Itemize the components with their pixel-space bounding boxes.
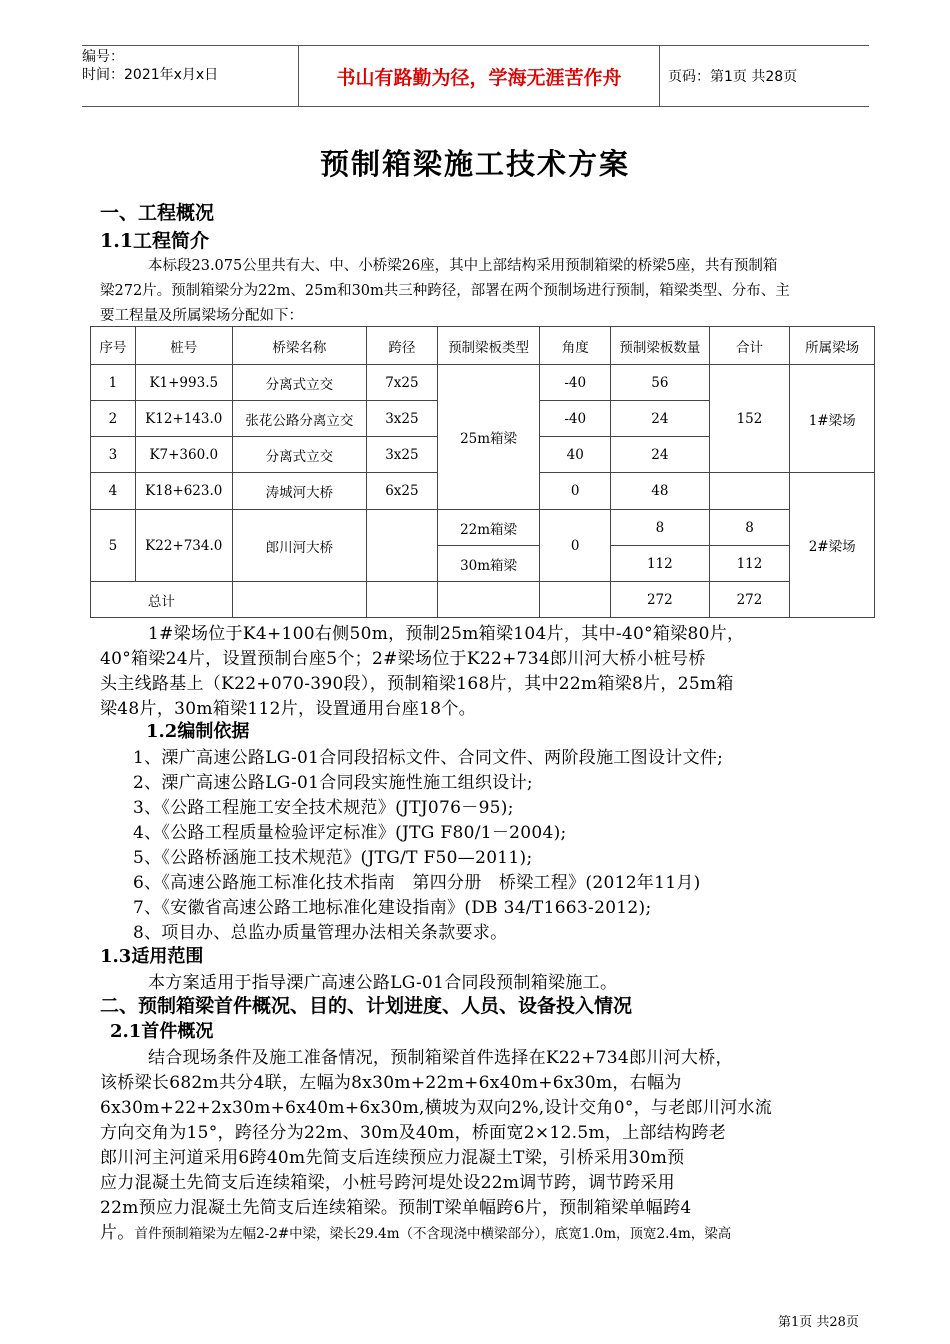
cell: 24	[611, 401, 710, 437]
cell: 2	[91, 401, 136, 437]
body-line	[100, 1218, 731, 1243]
cell: 分离式立交	[232, 365, 366, 401]
table-header-row	[91, 327, 875, 365]
cell: 4	[91, 473, 136, 510]
subsection-heading: 1.1工程简介	[100, 230, 210, 252]
body-line: 该桥梁长682m共分4联，左幅为8x30m+22m+6x40m+6x30m，右幅为	[100, 1073, 682, 1093]
cell: 涛城河大桥	[232, 473, 366, 510]
cell: 152	[709, 365, 790, 473]
col-header: 角度	[540, 327, 611, 365]
cell: 郎川河大桥	[232, 510, 366, 582]
cell: 0	[540, 510, 611, 582]
header-number: 编号：	[82, 49, 124, 65]
list-item: 7、《安徽省高速公路工地标准化建设指南》(DB 34/T1663-2012);	[133, 898, 652, 918]
cell: 112	[709, 546, 790, 582]
cell: 0	[540, 473, 611, 510]
subsection-heading: 1.2编制依据	[146, 721, 250, 742]
header-motto: 书山有路勤为径，学海无涯苦作舟	[298, 46, 660, 106]
cell: 8	[709, 510, 790, 546]
cell	[232, 582, 366, 618]
cell	[709, 473, 790, 510]
col-header: 合计	[709, 327, 790, 365]
cell: 40	[540, 437, 611, 473]
body-line: 22m预应力混凝土先简支后连续箱梁。预制T梁单幅跨6片，预制箱梁单幅跨4	[100, 1198, 692, 1218]
header-page: 页码：第1页 共28页	[668, 69, 798, 85]
col-header: 桩号	[135, 327, 232, 365]
cell: 3x25	[367, 401, 438, 437]
intro-line: 梁272片。预制箱梁分为22m、25m和30m共三种跨径，部署在两个预制场进行预制，箱梁类型、分布、主	[100, 283, 790, 299]
cell: 3	[91, 437, 136, 473]
page-header	[82, 45, 869, 107]
cell: 总计	[91, 582, 233, 618]
body-text-small: 首件预制箱梁为左幅2-2#中梁，梁长29.4m（不含现浇中横梁部分），底宽1.0m，顶宽2.4m，梁高	[134, 1226, 732, 1242]
col-header: 桥梁名称	[232, 327, 366, 365]
cell: 30m箱梁	[437, 546, 540, 582]
subsection-heading: 2.1首件概况	[110, 1021, 214, 1042]
list-item: 2、溧广高速公路LG-01合同段实施性施工组织设计;	[133, 773, 533, 793]
cell: 2#梁场	[790, 473, 875, 618]
intro-line: 本标段23.075公里共有大、中、小桥梁26座，其中上部结构采用预制箱梁的桥梁5座，共有预制箱	[148, 258, 778, 274]
list-item: 8、项目办、总监办质量管理办法相关条款要求。	[133, 923, 508, 943]
cell: 7x25	[367, 365, 438, 401]
cell: K22+734.0	[135, 510, 232, 582]
body-line: 40°箱梁24片，设置预制台座5个；2#梁场位于K22+734郎川河大桥小桩号桥	[100, 649, 706, 669]
list-item: 4、《公路工程质量检验评定标准》(JTG F80/1－2004);	[133, 823, 567, 843]
cell: 1#梁场	[790, 365, 875, 473]
cell: 1	[91, 365, 136, 401]
page-footer: 第1页 共28页	[778, 1315, 859, 1330]
cell: 8	[611, 510, 710, 546]
list-item: 5、《公路桥涵施工技术规范》(JTG/T F50—2011);	[133, 848, 533, 868]
header-date: 时间：2021年x月x日	[82, 67, 219, 83]
col-header: 预制梁板数量	[611, 327, 710, 365]
cell: 张花公路分离立交	[232, 401, 366, 437]
body-line: 梁48片，30m箱梁112片，设置通用台座18个。	[100, 699, 476, 719]
cell: -40	[540, 365, 611, 401]
col-header: 所属梁场	[790, 327, 875, 365]
body-line: 结合现场条件及施工准备情况，预制箱梁首件选择在K22+734郎川河大桥，	[148, 1048, 733, 1068]
intro-line: 要工程量及所属梁场分配如下：	[100, 308, 303, 324]
col-header: 预制梁板类型	[437, 327, 540, 365]
table-row	[91, 365, 875, 401]
cell: K12+143.0	[135, 401, 232, 437]
table-total-row	[91, 582, 875, 618]
cell: K18+623.0	[135, 473, 232, 510]
cell: 3x25	[367, 437, 438, 473]
body-line: 郎川河主河道采用6跨40m先简支后连续预应力混凝土T梁，引桥采用30m预	[100, 1148, 685, 1168]
cell: 分离式立交	[232, 437, 366, 473]
beam-table	[90, 326, 875, 618]
body-line: 本方案适用于指导溧广高速公路LG-01合同段预制箱梁施工。	[148, 973, 618, 993]
body-line: 应力混凝土先简支后连续箱梁，小桩号跨河堤处设22m调节跨，调节跨采用	[100, 1173, 675, 1193]
col-header: 序号	[91, 327, 136, 365]
cell: 48	[611, 473, 710, 510]
cell	[437, 582, 540, 618]
cell: K1+993.5	[135, 365, 232, 401]
cell: 272	[709, 582, 790, 618]
col-header: 跨径	[367, 327, 438, 365]
cell	[540, 582, 611, 618]
cell: 24	[611, 437, 710, 473]
cell: K7+360.0	[135, 437, 232, 473]
body-line: 1#梁场位于K4+100右侧50m，预制25m箱梁104片，其中-40°箱梁80片，	[148, 624, 745, 644]
list-item: 6、《高速公路施工标准化技术指南 第四分册 桥梁工程》(2012年11月)	[133, 873, 701, 893]
cell	[367, 582, 438, 618]
subsection-heading: 1.3适用范围	[100, 946, 204, 967]
cell: 22m箱梁	[437, 510, 540, 546]
table-row	[91, 510, 875, 546]
cell: 272	[611, 582, 710, 618]
cell: 25m箱梁	[437, 365, 540, 510]
body-line: 头主线路基上（K22+070-390段），预制箱梁168片，其中22m箱梁8片，25m箱	[100, 674, 734, 694]
section-heading: 一、工程概况	[100, 202, 215, 224]
list-item: 1、溧广高速公路LG-01合同段招标文件、合同文件、两阶段施工图设计文件;	[133, 748, 724, 768]
body-line: 方向交角为15°，跨径分为22m、30m及40m，桥面宽2×12.5m，上部结构跨老	[100, 1123, 727, 1143]
cell: 5	[91, 510, 136, 582]
body-text: 片。	[100, 1223, 135, 1243]
document-title: 预制箱梁施工技术方案	[319, 147, 630, 181]
cell: 56	[611, 365, 710, 401]
cell: 6x25	[367, 473, 438, 510]
cell	[367, 510, 438, 582]
header-meta	[82, 46, 282, 108]
body-line: 6x30m+22+2x30m+6x40m+6x30m,横坡为双向2%,设计交角0°，与老郎川河水流	[100, 1098, 773, 1118]
cell: -40	[540, 401, 611, 437]
cell: 112	[611, 546, 710, 582]
list-item: 3、《公路工程施工安全技术规范》(JTJ076－95);	[133, 798, 514, 818]
section-heading: 二、预制箱梁首件概况、目的、计划进度、人员、设备投入情况	[100, 995, 633, 1017]
